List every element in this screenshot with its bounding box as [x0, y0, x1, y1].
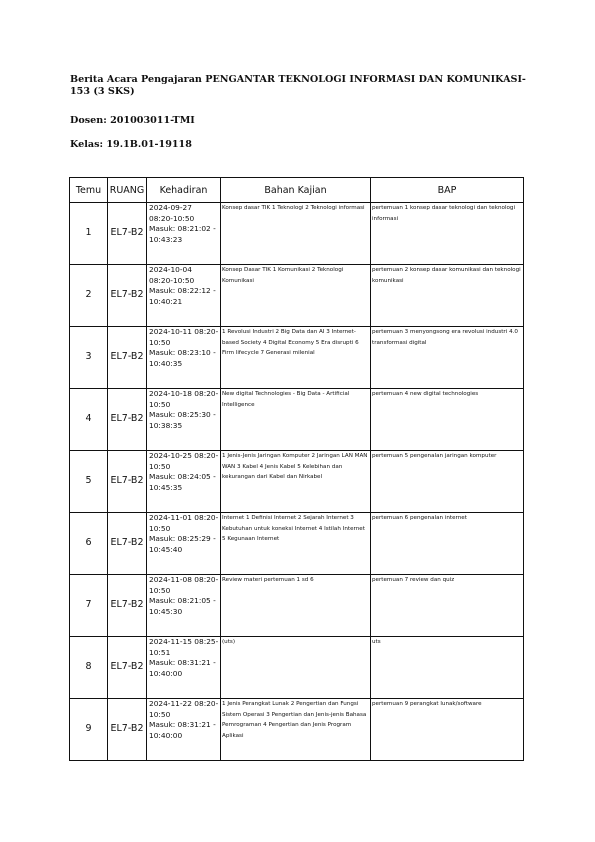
attendance-line: 10:50 [149, 461, 171, 471]
attendance-cell [147, 389, 221, 451]
table-row [70, 575, 524, 637]
room-cell: EL7-B2 [108, 203, 147, 265]
attendance-line: 2024-11-22 08:20- [149, 699, 219, 708]
attendance-line: Masuk: 08:25:30 - [149, 410, 216, 420]
room-cell: EL7-B2 [108, 575, 147, 637]
table-row [70, 203, 524, 265]
col-header-attendance: Kehadiran [147, 178, 221, 203]
table-row [70, 265, 524, 327]
attendance-line: 10:50 [149, 523, 171, 533]
col-header-material: Bahan Kajian [221, 178, 371, 203]
attendance-line: 10:40:21 [149, 296, 183, 306]
room-cell: EL7-B2 [108, 513, 147, 575]
attendance-cell [147, 203, 221, 265]
attendance-line: 2024-10-11 08:20- [149, 327, 219, 336]
material-cell: New digital Technologies - Big Data - Artificial Intelligence [221, 389, 371, 451]
bap-cell: pertemuan 7 review dan quiz [371, 575, 524, 637]
room-cell: EL7-B2 [108, 451, 147, 513]
room-cell: EL7-B2 [108, 265, 147, 327]
attendance-cell [147, 513, 221, 575]
table-row [70, 637, 524, 699]
meeting-number: 6 [70, 513, 108, 575]
attendance-line: 08:20-10:50 [149, 213, 195, 223]
attendance-line: 10:50 [149, 337, 171, 347]
attendance-line: 2024-10-04 [149, 265, 192, 274]
material-cell: Internet 1 Definisi Internet 2 Sejarah Internet 3 Kebutuhan untuk koneksi Internet 4 Istilah Internet 5 Kegunaan Internet [221, 513, 371, 575]
attendance-line: 2024-10-18 08:20- [149, 389, 219, 398]
bap-cell: pertemuan 3 menyongsong era revolusi industri 4.0 transformasi digital [371, 327, 524, 389]
bap-cell: pertemuan 9 perangkat lunak/software [371, 699, 524, 761]
attendance-line: Masuk: 08:24:05 - [149, 472, 216, 482]
meeting-number: 2 [70, 265, 108, 327]
material-cell: 1 Revolusi Industri 2 Big Data dan AI 3 Internet-based Society 4 Digital Economy 5 Era disrupti 6 Firm lifecycle 7 Generasi milenial [221, 327, 371, 389]
meeting-number: 8 [70, 637, 108, 699]
table-row [70, 327, 524, 389]
table-header-row [70, 178, 524, 203]
attendance-line: Masuk: 08:23:10 - [149, 348, 216, 358]
teaching-record-table [69, 177, 524, 761]
attendance-line: 08:20-10:50 [149, 275, 195, 285]
attendance-line: 10:51 [149, 647, 171, 657]
attendance-line: 2024-09-27 [149, 203, 192, 212]
attendance-line: 2024-11-08 08:20- [149, 575, 219, 584]
bap-cell: pertemuan 6 pengenalan internet [371, 513, 524, 575]
material-cell: 1 Jenis-Jenis Jaringan Komputer 2 Jaringan LAN MAN WAN 3 Kabel 4 Jenis Kabel 5 Kelebihan dan kekurangan dari Kabel dan Nirkabel [221, 451, 371, 513]
attendance-line: 10:45:30 [149, 606, 183, 616]
material-cell: Review materi pertemuan 1 sd 6 [221, 575, 371, 637]
room-cell: EL7-B2 [108, 637, 147, 699]
attendance-cell [147, 451, 221, 513]
meeting-number: 4 [70, 389, 108, 451]
meeting-number: 7 [70, 575, 108, 637]
meeting-number: 9 [70, 699, 108, 761]
material-cell: Konsep dasar TIK 1 Teknologi 2 Teknologi informasi [221, 203, 371, 265]
bap-cell: pertemuan 5 pengenalan jaringan komputer [371, 451, 524, 513]
material-cell: Konsep Dasar TIK 1 Komunikasi 2 Teknologi Komunikasi [221, 265, 371, 327]
attendance-line: 2024-11-15 08:25- [149, 637, 219, 646]
attendance-line: 2024-10-25 08:20- [149, 451, 219, 460]
room-cell: EL7-B2 [108, 389, 147, 451]
attendance-line: Masuk: 08:22:12 - [149, 286, 216, 296]
attendance-line: 10:40:00 [149, 668, 183, 678]
attendance-line: 10:50 [149, 709, 171, 719]
attendance-line: 2024-11-01 08:20- [149, 513, 219, 522]
class-line: Kelas: 19.1B.01-19118 [70, 139, 192, 150]
attendance-line: 10:50 [149, 399, 171, 409]
bap-cell: pertemuan 1 konsep dasar teknologi dan teknologi informasi [371, 203, 524, 265]
col-header-meeting: Temu [70, 178, 108, 203]
table-row [70, 513, 524, 575]
attendance-cell [147, 327, 221, 389]
attendance-line: 10:50 [149, 585, 171, 595]
table-row [70, 699, 524, 761]
attendance-cell [147, 265, 221, 327]
attendance-line: Masuk: 08:31:21 - [149, 658, 216, 668]
attendance-line: 10:40:00 [149, 730, 183, 740]
col-header-room: RUANG [108, 178, 147, 203]
bap-cell: pertemuan 4 new digital technologies [371, 389, 524, 451]
col-header-bap: BAP [371, 178, 524, 203]
table-row [70, 389, 524, 451]
attendance-cell [147, 699, 221, 761]
attendance-cell [147, 637, 221, 699]
meeting-number: 3 [70, 327, 108, 389]
room-cell: EL7-B2 [108, 699, 147, 761]
meeting-number: 5 [70, 451, 108, 513]
meeting-number: 1 [70, 203, 108, 265]
room-cell: EL7-B2 [108, 327, 147, 389]
attendance-line: 10:45:35 [149, 482, 183, 492]
attendance-cell [147, 575, 221, 637]
attendance-line: 10:43:23 [149, 234, 183, 244]
bap-cell: uts [371, 637, 524, 699]
material-cell: 1 Jenis Perangkat Lunak 2 Pengertian dan Fungsi Sistem Operasi 3 Pengertian dan Jenis-jenis Bahasa Pemrograman 4 Pengertian dan Jenis Program Aplikasi [221, 699, 371, 761]
attendance-line: Masuk: 08:21:05 - [149, 596, 216, 606]
attendance-line: Masuk: 08:25:29 - [149, 534, 216, 544]
attendance-line: 10:45:40 [149, 544, 183, 554]
table-row [70, 451, 524, 513]
attendance-line: 10:38:35 [149, 420, 183, 430]
material-cell: (uts) [221, 637, 371, 699]
attendance-line: Masuk: 08:31:21 - [149, 720, 216, 730]
attendance-line: 10:40:35 [149, 358, 183, 368]
bap-cell: pertemuan 2 konsep dasar komunikasi dan teknologi komunikasi [371, 265, 524, 327]
document-title: Berita Acara Pengajaran PENGANTAR TEKNOLOGI INFORMASI DAN KOMUNIKASI-153 (3 SKS) [70, 74, 526, 97]
lecturer-line: Dosen: 201003011-TMI [70, 115, 195, 126]
attendance-line: Masuk: 08:21:02 - [149, 224, 216, 234]
